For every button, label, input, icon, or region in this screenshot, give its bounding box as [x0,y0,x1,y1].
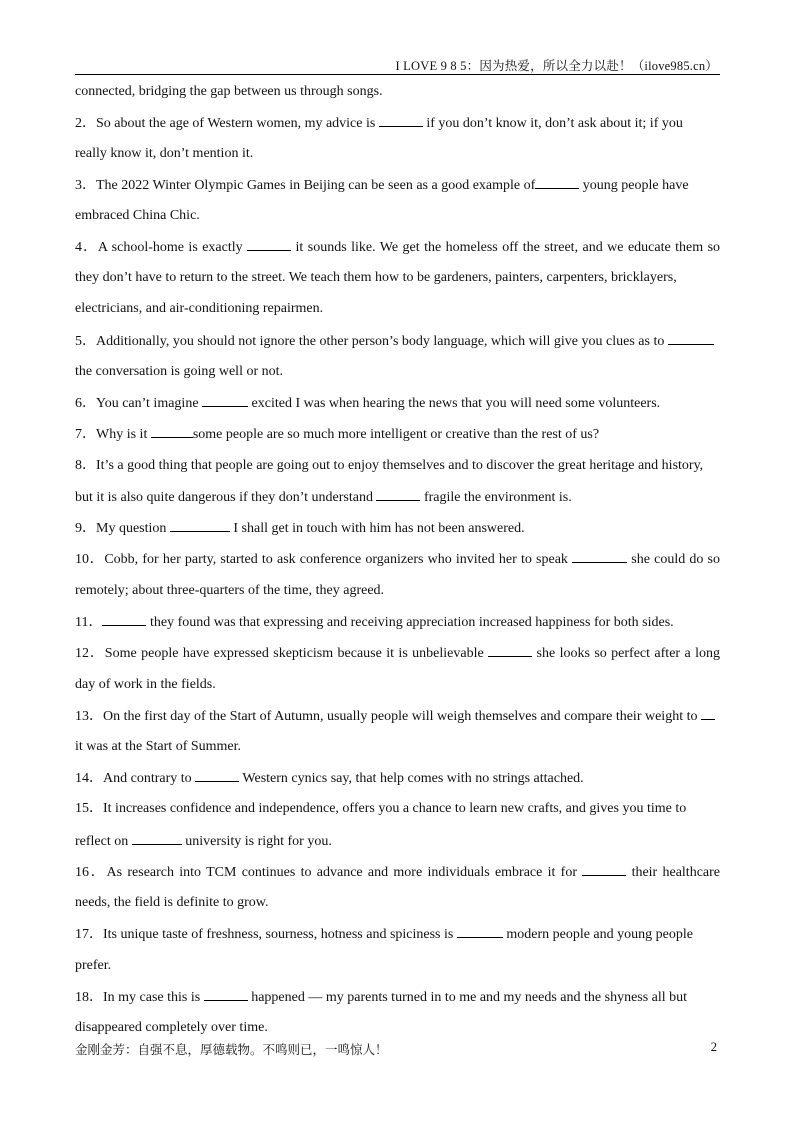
answer-blank [582,863,626,876]
answer-blank [535,176,579,189]
question-line: it was at the Start of Summer. [75,739,242,754]
question-13: 13．On the first day of the Start of Autumn, usually people will weigh themselves and compare their weight to [75,707,720,725]
question-line: they don’t have to return to the street. We teach them how to be gardeners, painters, carpenters, bricklayers, [75,270,677,285]
question-15: 15．It increases confidence and independence, offers you a chance to learn new crafts, and gives you time to [75,801,687,816]
answer-blank [457,925,503,938]
answer-blank [151,425,193,438]
question-3: 3．The 2022 Winter Olympic Games in Beijing can be seen as a good example of young people have [75,178,689,193]
question-17: 17．Its unique taste of freshness, sourness, hotness and spiciness is modern people and young people [75,927,693,942]
question-14: 14．And contrary to Western cynics say, that help comes with no strings attached. [75,771,584,786]
answer-blank [170,519,230,532]
answer-blank [379,114,423,127]
question-line: day of work in the fields. [75,677,216,692]
question-line: really know it, don’t mention it. [75,146,254,161]
question-line: prefer. [75,958,112,973]
question-line: but it is also quite dangerous if they don’t understand fragile the environment is. [75,490,572,505]
question-7: 7．Why is it some people are so much more intelligent or creative than the rest of us? [75,427,600,442]
question-line: reflect on university is right for you. [75,834,332,849]
page-header [75,56,720,75]
answer-blank [376,488,420,501]
question-16: 16．As research into TCM continues to advance and more individuals embrace it for their healthcare [75,865,721,880]
question-18: 18．In my case this is happened — my parents turned in to me and my needs and the shyness all but [75,990,688,1005]
question-10: 10．Cobb, for her party, started to ask conference organizers who invited her to speak she could do so [75,552,720,567]
question-9: 9．My question I shall get in touch with him has not been answered. [75,521,525,536]
question-12: 12．Some people have expressed skepticism because it is unbelievable she looks so perfect after a long [75,646,720,661]
page-number: 2 [710,1040,717,1054]
answer-blank [195,769,239,782]
question-6: 6．You can’t imagine excited I was when hearing the news that you will need some volunteers. [75,396,661,411]
question-line: embraced China Chic. [75,208,200,223]
answer-blank [204,988,248,1001]
header-text: I LOVE 9 8 5：因为热爱，所以全力以赴！（ilove985.cn） [395,59,718,73]
answer-blank [668,332,714,345]
answer-blank [572,550,627,563]
question-line: disappeared completely over time. [75,1020,268,1035]
question-line: electricians, and air-conditioning repairmen. [75,301,324,316]
question-line: connected, bridging the gap between us through songs. [75,84,383,99]
answer-blank [132,832,182,845]
question-line: the conversation is going well or not. [75,364,284,379]
question-4: 4．A school-home is exactly it sounds like. We get the homeless off the street, and we educate them so [75,240,721,255]
answer-blank [701,707,715,720]
question-line: needs, the field is definite to grow. [75,895,269,910]
question-11: 11． they found was that expressing and receiving appreciation increased happiness for both sides. [75,615,674,630]
footer-motto: 金刚金芳：自强不息，厚德载物。不鸣则已，一鸣惊人！ [75,1043,388,1057]
answer-blank [202,394,248,407]
answer-blank [102,613,146,626]
answer-blank [247,238,291,251]
answer-blank [488,644,532,657]
question-8: 8．It’s a good thing that people are going out to enjoy themselves and to discover the great heritage and history, [75,458,704,473]
question-2: 2．So about the age of Western women, my advice is if you don’t know it, don’t ask about it; if you [75,116,683,131]
question-5: 5．Additionally, you should not ignore the other person’s body language, which will give you clues as to [75,332,720,350]
question-line: remotely; about three-quarters of the time, they agreed. [75,583,385,598]
